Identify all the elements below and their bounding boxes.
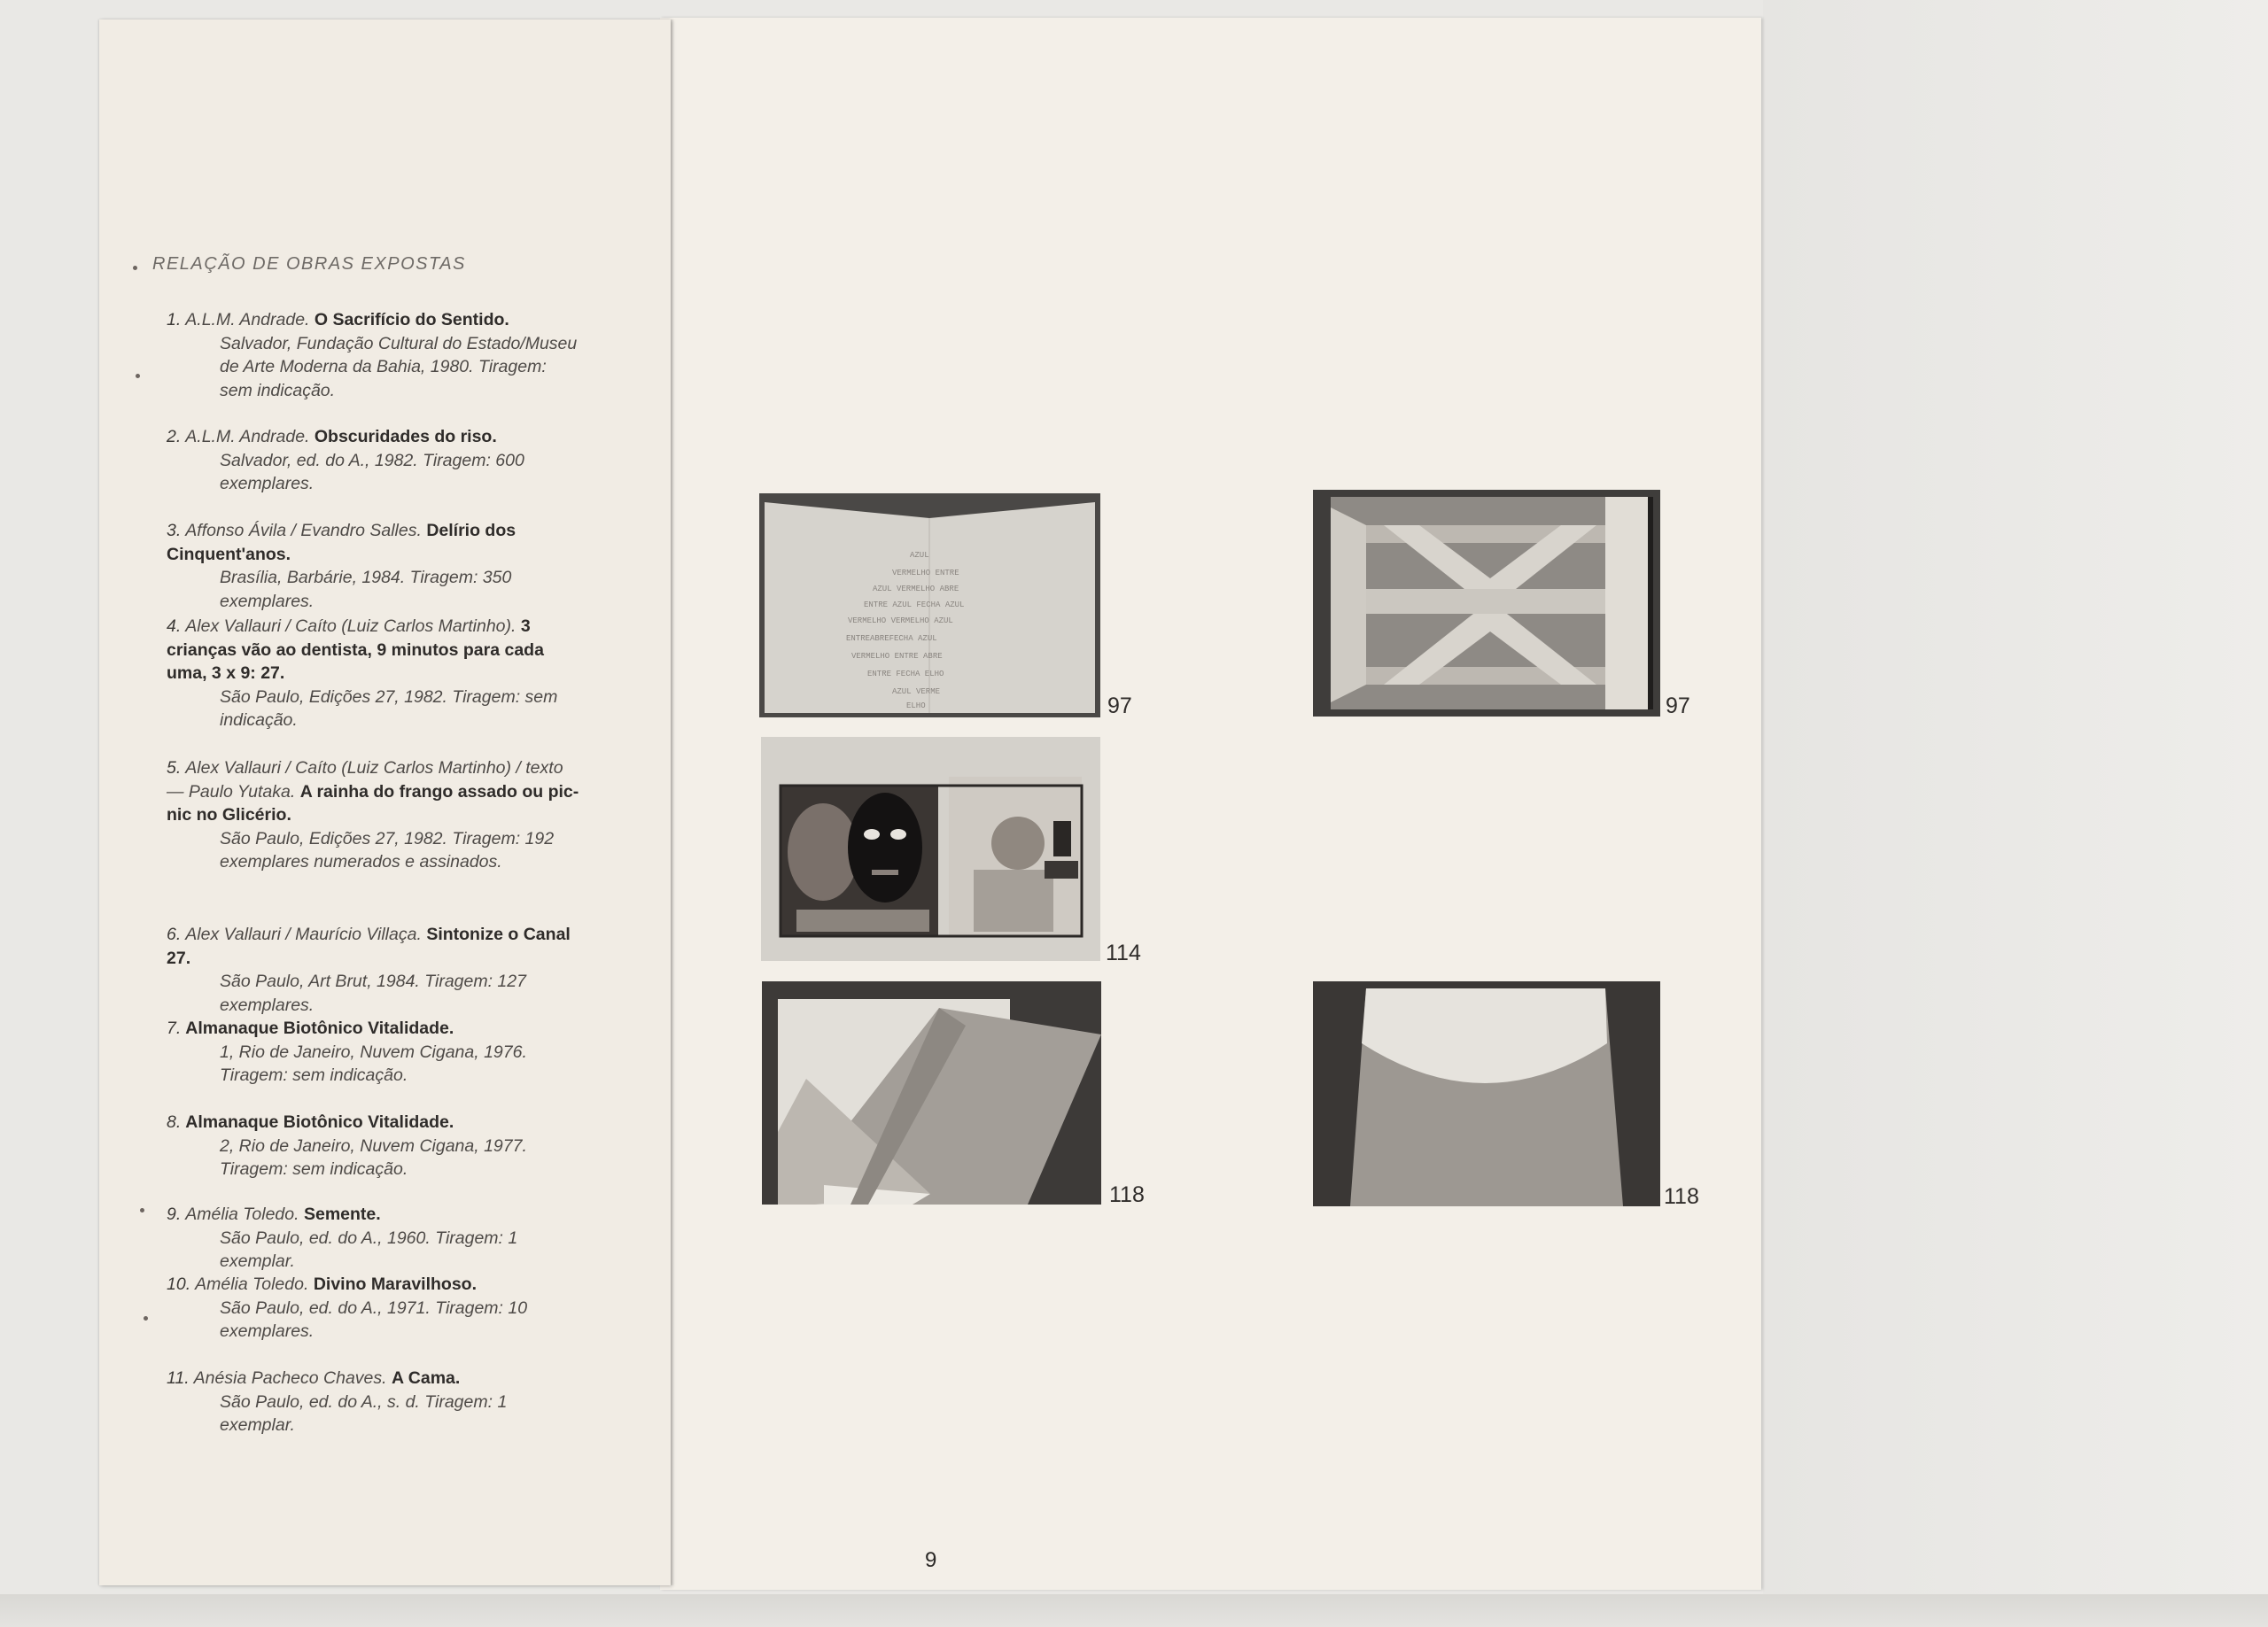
svg-text:AZUL VERME: AZUL VERME [892, 687, 941, 696]
bullet-mark [144, 1316, 148, 1321]
list-item-details: São Paulo, ed. do A., s. d. Tiragem: 1 exemplar. [220, 1391, 508, 1435]
svg-text:VERMELHO ENTRE ABRE: VERMELHO ENTRE ABRE [851, 652, 943, 661]
svg-text:AZUL: AZUL [910, 551, 929, 560]
list-item-author: A.L.M. Andrade. [185, 310, 310, 329]
list-item [167, 425, 583, 496]
list-item-author: A.L.M. Andrade. [185, 427, 310, 446]
list-item-title: A Cama. [391, 1368, 461, 1388]
list-item-title: A rainha do frango assado ou pic-nic no Glicério. [167, 781, 579, 825]
artwork-image-folded-planes [762, 981, 1101, 1205]
list-item [167, 1273, 583, 1344]
list-item-author: Alex Vallauri / Caíto (Luiz Carlos Martinho) / texto — Paulo Yutaka. [167, 758, 563, 802]
svg-text:VERMELHO VERMELHO AZUL: VERMELHO VERMELHO AZUL [848, 616, 953, 625]
list-item-details: 2, Rio de Janeiro, Nuvem Cigana, 1977. Tiragem: sem indicação. [220, 1135, 527, 1179]
list-item-author: Affonso Ávila / Evandro Salles. [185, 521, 422, 540]
list-item-details: 1, Rio de Janeiro, Nuvem Cigana, 1976. Tiragem: sem indicação. [220, 1042, 527, 1085]
svg-text:ENTRE AZUL FECHA AZUL: ENTRE AZUL FECHA AZUL [864, 600, 965, 609]
image-caption: 114 [1106, 941, 1141, 965]
list-item-details: São Paulo, Edições 27, 1982. Tiragem: 192 exemplares numerados e assinados. [220, 828, 555, 872]
image-caption: 118 [1109, 1182, 1145, 1207]
list-item-number: 4. [167, 616, 182, 636]
list-item-author: Amélia Toledo. [195, 1274, 309, 1294]
svg-text:ENTREABREFECHA AZUL: ENTREABREFECHA AZUL [846, 634, 937, 643]
page-number: 9 [925, 1548, 937, 1572]
artwork-image-arched-plane [1313, 981, 1660, 1206]
bullet-mark [140, 1208, 144, 1213]
svg-text:ENTRE FECHA ELHO: ENTRE FECHA ELHO [867, 670, 944, 678]
background-right [1763, 0, 2268, 1627]
list-item [167, 1017, 583, 1088]
artwork-image-illustrated-book [761, 737, 1100, 961]
list-item-title: 3 crianças vão ao dentista, 9 minutos para cada uma, 3 x 9: 27. [167, 616, 544, 683]
list-item [167, 308, 583, 402]
list-item-details: Brasília, Barbárie, 1984. Tiragem: 350 exemplares. [220, 568, 512, 611]
list-item-number: 10. [167, 1274, 191, 1294]
list-item [167, 1111, 583, 1182]
list-item-author: Alex Vallauri / Caíto (Luiz Carlos Martinho). [185, 616, 517, 636]
list-item-details: Salvador, Fundação Cultural do Estado/Museu de Arte Moderna da Bahia, 1980. Tiragem: sem indicação. [220, 333, 578, 400]
svg-text:ELHO: ELHO [906, 701, 926, 710]
list-item-number: 6. [167, 925, 182, 944]
list-item-title: Delírio dos Cinquent'anos. [167, 521, 517, 564]
list-item-title: Semente. [303, 1205, 381, 1224]
list-item-number: 3. [167, 521, 182, 540]
list-item-author: Alex Vallauri / Maurício Villaça. [185, 925, 422, 944]
artwork-image-chevrons [1313, 490, 1660, 717]
list-heading: RELAÇÃO DE OBRAS EXPOSTAS [152, 254, 466, 274]
list-item [167, 615, 583, 732]
list-item-details: São Paulo, ed. do A., 1960. Tiragem: 1 exemplar. [220, 1228, 518, 1271]
list-item-details: São Paulo, ed. do A., 1971. Tiragem: 10 exemplares. [220, 1298, 528, 1341]
image-caption: 118 [1664, 1184, 1699, 1209]
list-item-number: 5. [167, 758, 182, 778]
list-item-number: 1. [167, 310, 182, 329]
bullet-mark [136, 374, 140, 378]
list-item-number: 8. [167, 1112, 182, 1132]
list-item-number: 11. [167, 1368, 190, 1388]
list-item [167, 519, 583, 613]
list-item-title: Almanaque Biotônico Vitalidade. [185, 1019, 454, 1038]
list-item-title: Sintonize o Canal 27. [167, 925, 571, 968]
artwork-image-concrete-poem [759, 493, 1100, 717]
image-caption: 97 [1107, 693, 1132, 718]
list-item-author: Amélia Toledo. [185, 1205, 299, 1224]
list-item [167, 923, 583, 1017]
list-item-author: Anésia Pacheco Chaves. [193, 1368, 387, 1388]
svg-text:VERMELHO ENTRE: VERMELHO ENTRE [892, 569, 959, 577]
list-item-title: Obscuridades do riso. [314, 427, 497, 446]
bullet-mark [133, 266, 137, 270]
image-caption: 97 [1666, 693, 1690, 718]
list-item-details: São Paulo, Edições 27, 1982. Tiragem: sem indicação. [220, 686, 558, 730]
list-item-details: Salvador, ed. do A., 1982. Tiragem: 600 exemplares. [220, 450, 524, 493]
svg-text:AZUL VERMELHO ABRE: AZUL VERMELHO ABRE [873, 585, 959, 593]
list-item-number: 9. [167, 1205, 182, 1224]
list-item-details: São Paulo, Art Brut, 1984. Tiragem: 127 exemplares. [220, 972, 526, 1015]
table-surface [0, 1594, 2268, 1627]
list-item [167, 756, 583, 874]
list-item-title: Divino Maravilhoso. [313, 1274, 478, 1294]
list-item [167, 1367, 583, 1437]
list-item-title: O Sacrifício do Sentido. [314, 310, 509, 329]
list-item [167, 1203, 583, 1274]
list-item-number: 7. [167, 1019, 182, 1038]
list-item-number: 2. [167, 427, 182, 446]
list-item-title: Almanaque Biotônico Vitalidade. [185, 1112, 454, 1132]
